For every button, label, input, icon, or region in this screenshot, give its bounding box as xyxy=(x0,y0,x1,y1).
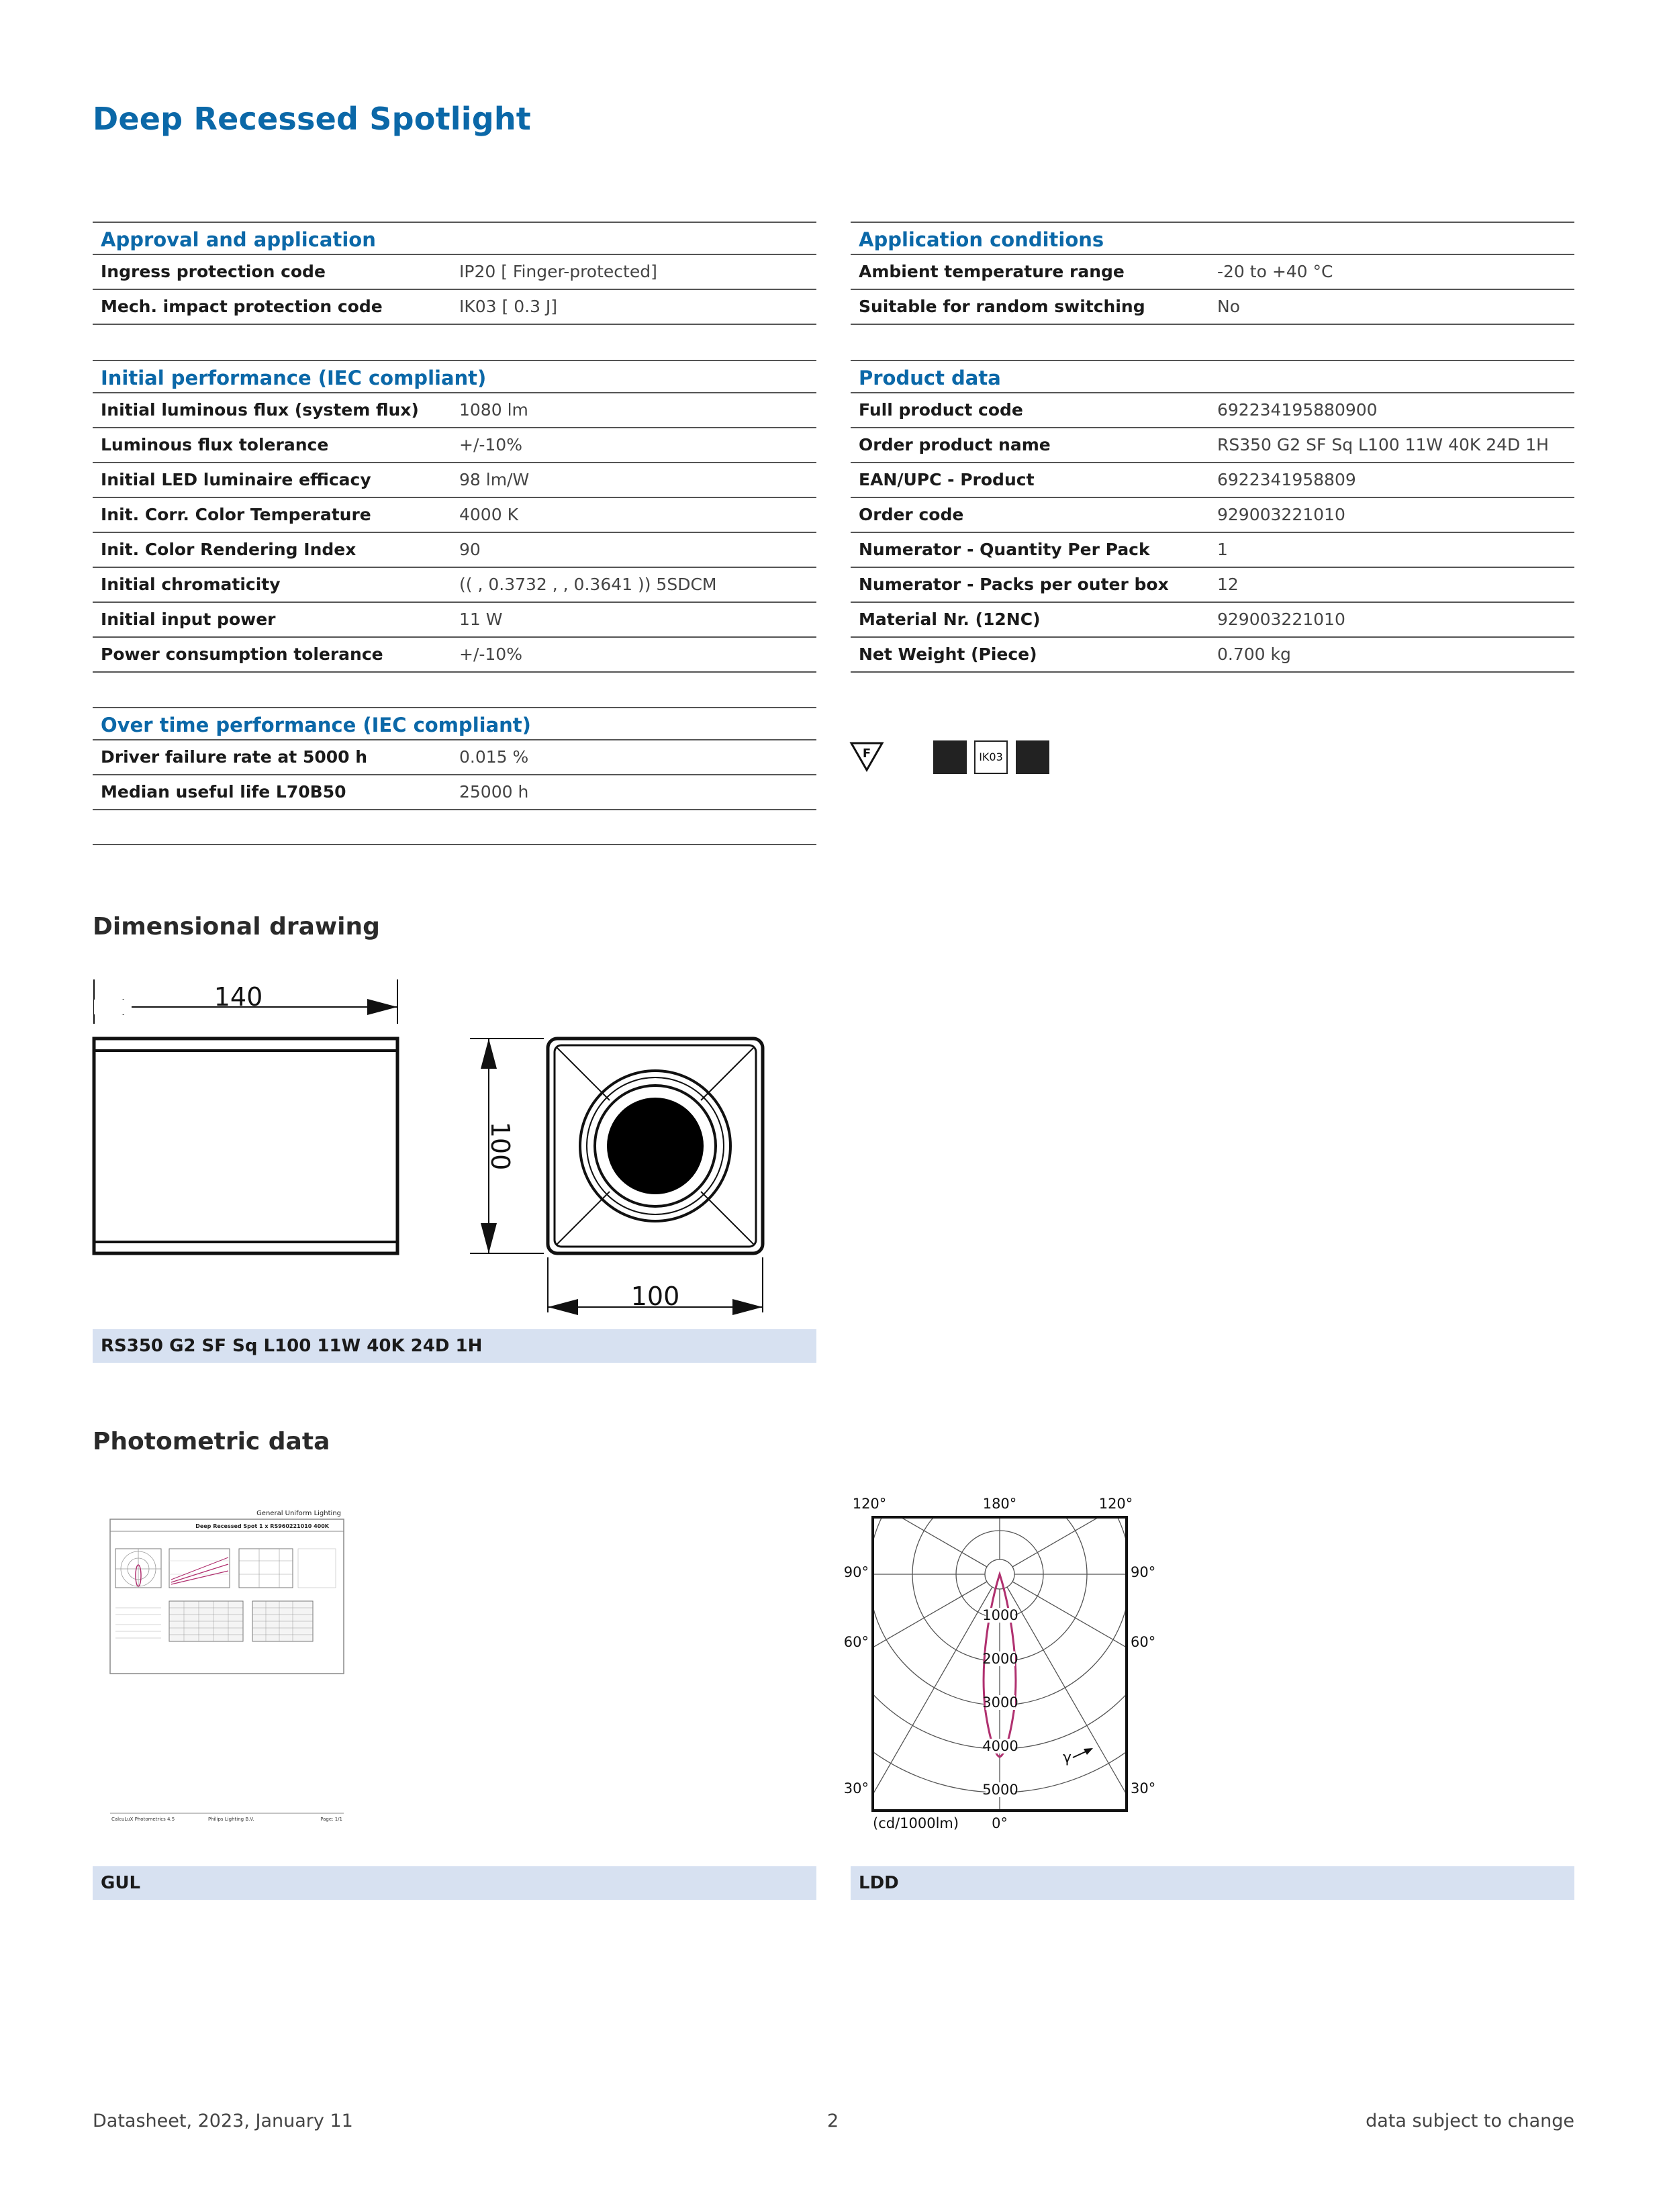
black-square-icon xyxy=(933,740,967,774)
row-key: Power consumption tolerance xyxy=(101,644,383,664)
gul-header-text: General Uniform Lighting xyxy=(256,1510,341,1517)
table-row xyxy=(93,568,816,603)
row-value: 11 W xyxy=(459,610,503,629)
table-row xyxy=(851,603,1574,638)
approval-header: Approval and application xyxy=(93,222,816,255)
f-mark-icon xyxy=(849,740,884,773)
table-row xyxy=(93,603,816,638)
overtime-performance-table xyxy=(93,707,816,845)
ldd-angle-label: 30° xyxy=(843,1780,869,1796)
row-value: +/-10% xyxy=(459,435,522,454)
row-key: Driver failure rate at 5000 h xyxy=(101,747,368,767)
gul-footer-left: CalcuLuX Photometrics 4.5 xyxy=(111,1817,175,1822)
black-square-icon xyxy=(1016,740,1049,774)
table-row xyxy=(851,290,1574,325)
row-value: 98 lm/W xyxy=(459,470,530,489)
row-value: 929003221010 xyxy=(1217,610,1345,629)
ik03-mark-text: IK03 xyxy=(979,751,1003,763)
footer-page-number: 2 xyxy=(827,2111,839,2131)
table-row xyxy=(851,428,1574,463)
row-value: 0.015 % xyxy=(459,747,529,767)
table-row xyxy=(851,498,1574,533)
row-value: IK03 [ 0.3 J] xyxy=(459,297,558,316)
table-row xyxy=(93,463,816,498)
ldd-angle-label: 120° xyxy=(1098,1496,1133,1512)
application-conditions-header: Application conditions xyxy=(851,222,1574,255)
table-row xyxy=(93,498,816,533)
row-value: 692234195880900 xyxy=(1217,400,1378,420)
gul-footer-right: Page: 1/1 xyxy=(320,1817,342,1822)
row-value: 12 xyxy=(1217,575,1239,594)
table-row xyxy=(851,568,1574,603)
product-data-table xyxy=(851,360,1574,673)
gul-caption: GUL xyxy=(93,1866,816,1900)
row-key: Material Nr. (12NC) xyxy=(859,610,1041,629)
page-title: Deep Recessed Spotlight xyxy=(93,101,531,137)
dim-depth-label: 100 xyxy=(630,1282,680,1311)
row-value: 25000 h xyxy=(459,782,529,802)
dim-width-label: 140 xyxy=(213,982,263,1012)
ldd-angle-label: 120° xyxy=(852,1496,887,1512)
front-view xyxy=(470,1039,763,1315)
table-row xyxy=(93,740,816,775)
initial-performance-header: Initial performance (IEC compliant) xyxy=(93,360,816,393)
row-key: Ingress protection code xyxy=(101,262,326,281)
table-row xyxy=(93,638,816,673)
table-row xyxy=(93,533,816,568)
table-row xyxy=(851,463,1574,498)
row-key: Full product code xyxy=(859,400,1023,420)
row-value: 1 xyxy=(1217,540,1228,559)
row-value: 4000 K xyxy=(459,505,518,524)
table-row xyxy=(93,393,816,428)
ldd-unit-label: (cd/1000lm) xyxy=(873,1815,959,1831)
ldd-angle-label: 90° xyxy=(1131,1564,1156,1580)
row-value: (( , 0.3732 , , 0.3641 )) 5SDCM xyxy=(459,575,717,594)
footer-right: data subject to change xyxy=(1366,2111,1574,2131)
gul-subtitle-text: Deep Recessed Spot 1 x RS960221010 400K xyxy=(195,1523,329,1529)
application-conditions-table xyxy=(851,222,1574,325)
table-end-rule xyxy=(93,810,816,845)
ldd-angle-label: 30° xyxy=(1131,1780,1156,1796)
product-data-header: Product data xyxy=(851,360,1574,393)
row-key: Median useful life L70B50 xyxy=(101,782,346,802)
overtime-performance-header: Over time performance (IEC compliant) xyxy=(93,707,816,740)
dimensional-caption: RS350 G2 SF Sq L100 11W 40K 24D 1H xyxy=(93,1329,816,1363)
row-value: +/-10% xyxy=(459,644,522,664)
table-row xyxy=(851,638,1574,673)
row-value: No xyxy=(1217,297,1240,316)
row-key: EAN/UPC - Product xyxy=(859,470,1035,489)
ldd-caption: LDD xyxy=(851,1866,1574,1900)
gul-footer-mid: Philips Lighting B.V. xyxy=(208,1817,254,1822)
ldd-ring-label: 4000 xyxy=(982,1738,1018,1754)
row-value: 6922341958809 xyxy=(1217,470,1356,489)
ldd-ring-label: 5000 xyxy=(982,1782,1018,1798)
row-value: 1080 lm xyxy=(459,400,528,420)
row-key: Init. Corr. Color Temperature xyxy=(101,505,371,524)
table-row xyxy=(93,775,816,810)
row-key: Initial luminous flux (system flux) xyxy=(101,400,419,420)
row-value: 0.700 kg xyxy=(1217,644,1291,664)
row-key: Suitable for random switching xyxy=(859,297,1145,316)
ldd-polar-diagram xyxy=(839,1487,1156,1831)
ldd-angle-label: 180° xyxy=(982,1496,1017,1512)
dim-height-label: 100 xyxy=(485,1121,515,1171)
row-value: 90 xyxy=(459,540,481,559)
row-key: Initial input power xyxy=(101,610,276,629)
ldd-ring-label: 3000 xyxy=(982,1694,1018,1711)
ldd-ring-label: 1000 xyxy=(982,1607,1018,1623)
row-key: Mech. impact protection code xyxy=(101,297,383,316)
row-key: Numerator - Packs per outer box xyxy=(859,575,1169,594)
row-value: 929003221010 xyxy=(1217,505,1345,524)
table-row xyxy=(93,428,816,463)
photometric-data-title: Photometric data xyxy=(93,1428,330,1455)
approval-table xyxy=(93,222,816,325)
ldd-angle-label: 60° xyxy=(1131,1634,1156,1650)
ldd-ring-label: 2000 xyxy=(982,1651,1018,1667)
gul-thumbnail xyxy=(107,1507,349,1829)
table-row xyxy=(93,290,816,325)
row-key: Initial LED luminaire efficacy xyxy=(101,470,371,489)
table-row xyxy=(851,255,1574,290)
footer-left: Datasheet, 2023, January 11 xyxy=(93,2111,353,2131)
ldd-gamma-label: γ xyxy=(1063,1749,1072,1766)
row-key: Initial chromaticity xyxy=(101,575,281,594)
table-row xyxy=(851,533,1574,568)
row-value: RS350 G2 SF Sq L100 11W 40K 24D 1H xyxy=(1217,435,1549,454)
row-key: Init. Color Rendering Index xyxy=(101,540,356,559)
f-mark-text: F xyxy=(862,747,871,761)
initial-performance-table xyxy=(93,360,816,673)
table-row xyxy=(93,255,816,290)
dimensional-drawing-title: Dimensional drawing xyxy=(93,913,380,941)
row-key: Luminous flux tolerance xyxy=(101,435,329,454)
table-row xyxy=(851,393,1574,428)
ldd-angle-label: 60° xyxy=(843,1634,869,1650)
row-key: Numerator - Quantity Per Pack xyxy=(859,540,1150,559)
row-key: Net Weight (Piece) xyxy=(859,644,1037,664)
row-value: -20 to +40 °C xyxy=(1217,262,1333,281)
row-value: IP20 [ Finger-protected] xyxy=(459,262,657,281)
row-key: Order code xyxy=(859,505,964,524)
row-key: Ambient temperature range xyxy=(859,262,1125,281)
ldd-angle-label: 90° xyxy=(843,1564,869,1580)
side-view xyxy=(94,979,397,1253)
ik03-mark-icon xyxy=(974,740,1008,774)
dimensional-drawing xyxy=(87,977,772,1326)
row-key: Order product name xyxy=(859,435,1051,454)
ldd-angle-label: 0° xyxy=(992,1815,1008,1831)
